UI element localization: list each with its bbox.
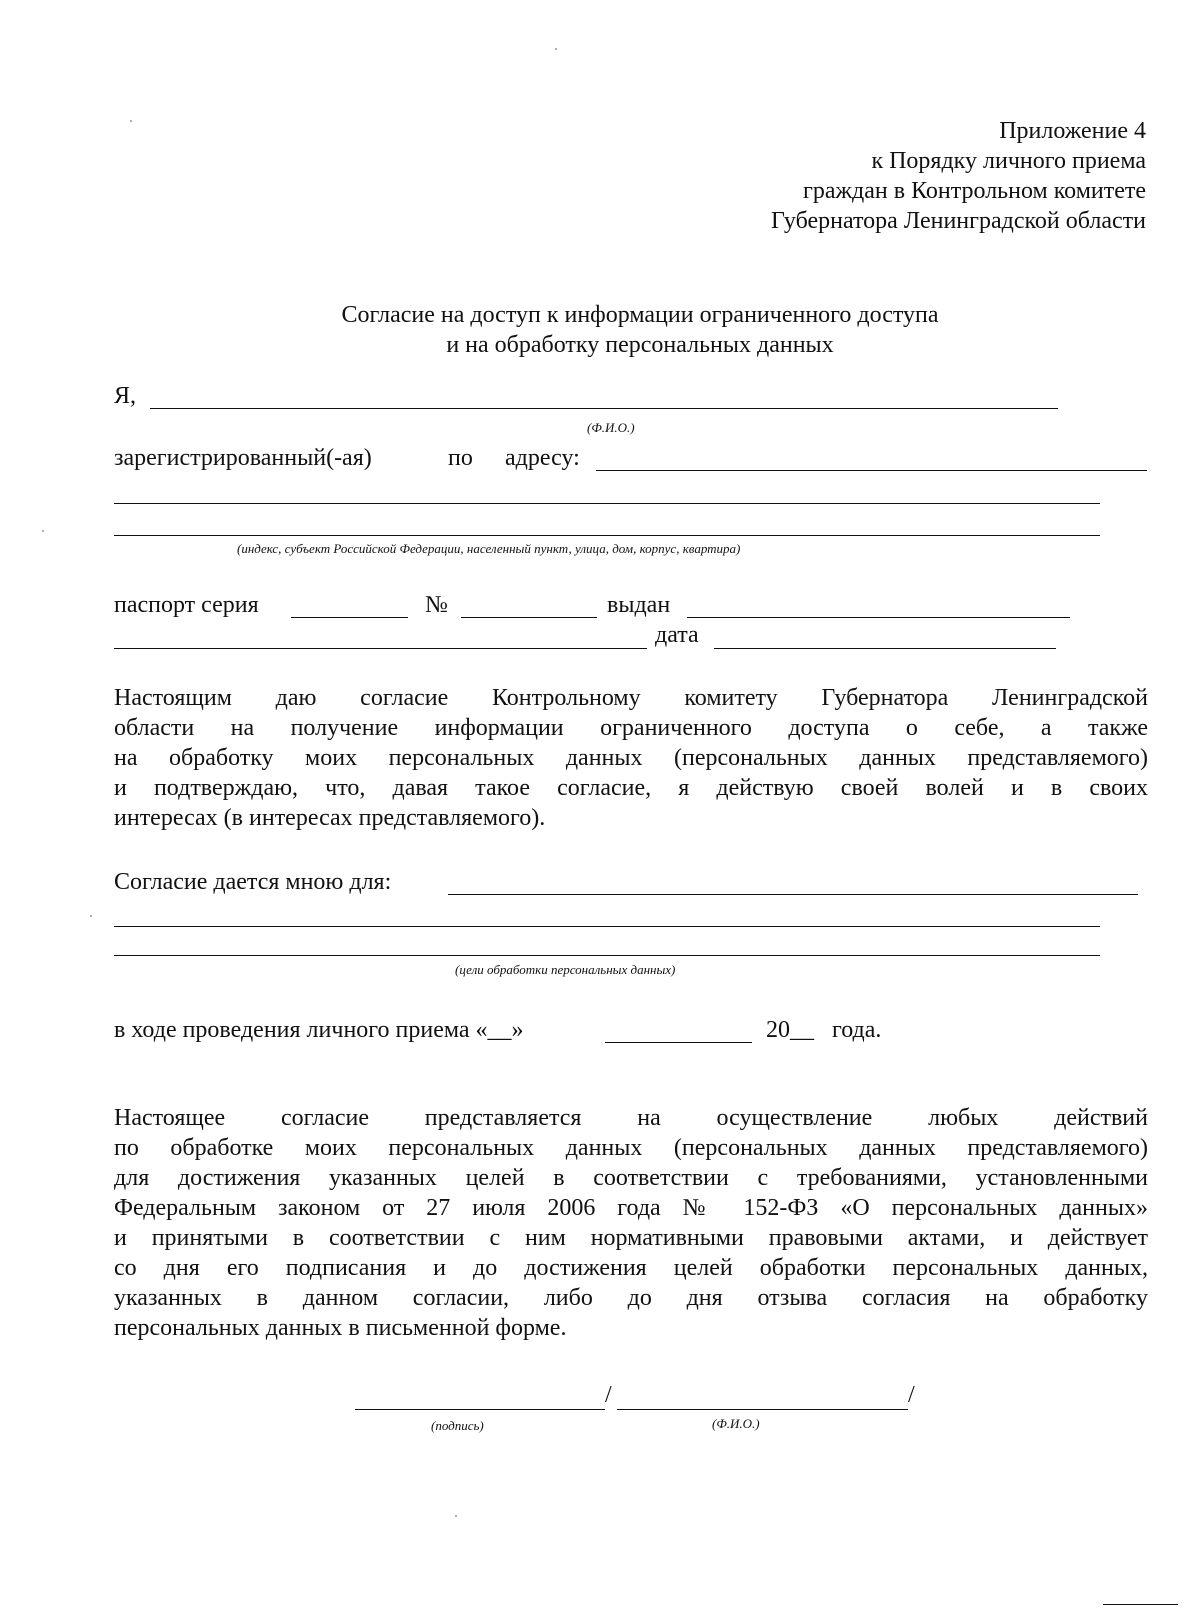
scan-speck xyxy=(42,530,44,532)
final-line-5: и принятыми в соответствии с ним нормативными правовыми актами, и действует xyxy=(114,1225,1148,1251)
consent-line-3: на обработку моих персональных данных (персональных данных представляемого) xyxy=(114,745,1148,771)
consent-line-1: Настоящим даю согласие Контрольному комитету Губернатора Ленинградской xyxy=(114,685,1148,711)
purpose-hint: (цели обработки персональных данных) xyxy=(455,962,676,977)
consent-line-2: области на получение информации ограниченного доступа о себе, а также xyxy=(114,715,1148,741)
address-label-po: по xyxy=(448,445,473,471)
address-hint: (индекс, субъект Российской Федерации, населенный пункт, улица, дом, корпус, квартира) xyxy=(237,541,741,556)
final-line-4: Федеральным законом от 27 июля 2006 года № 152-ФЗ «О персональных данных» xyxy=(114,1195,1148,1221)
final-line-6: со дня его подписания и до достижения целей обработки персональных данных, xyxy=(114,1255,1148,1281)
purpose-label: Согласие дается мною для: xyxy=(114,869,392,895)
signature-field[interactable] xyxy=(355,1409,605,1410)
signature-fio-field[interactable] xyxy=(617,1409,908,1410)
signature-slash-2: / xyxy=(908,1382,915,1408)
reception-day-field[interactable]: __ xyxy=(487,1017,512,1043)
issued-field-line-2[interactable] xyxy=(114,648,647,649)
final-paragraph xyxy=(114,1103,1148,1343)
scan-edge-mark xyxy=(1103,1604,1178,1605)
signature-hint: (подпись) xyxy=(431,1418,484,1433)
passport-series-label: паспорт серия xyxy=(114,592,259,618)
reception-year-prefix: 20 xyxy=(766,1017,790,1043)
reception-date-line xyxy=(114,1015,524,1045)
signature-slash-1: / xyxy=(605,1382,612,1408)
issued-label: выдан xyxy=(607,592,671,618)
scan-speck xyxy=(90,915,92,917)
date-label: дата xyxy=(655,622,699,648)
appendix-line-3: граждан в Контрольном комитете xyxy=(802,178,1146,204)
consent-paragraph xyxy=(114,683,1148,833)
purpose-field-line-2[interactable] xyxy=(114,926,1100,927)
title-line-2: и на обработку персональных данных xyxy=(446,332,834,358)
passport-series-field[interactable] xyxy=(291,617,408,618)
reception-year xyxy=(766,1015,814,1045)
issue-date-field[interactable] xyxy=(714,648,1056,649)
scan-speck xyxy=(555,48,557,50)
address-field-line-1[interactable] xyxy=(596,470,1147,471)
final-line-2: по обработке моих персональных данных (персональных данных представляемого) xyxy=(114,1135,1148,1161)
signature-fio-hint: (Ф.И.О.) xyxy=(712,1416,760,1431)
scan-speck xyxy=(455,1515,457,1517)
scan-speck xyxy=(130,120,132,122)
address-field-line-2[interactable] xyxy=(114,503,1100,504)
address-field-line-3[interactable] xyxy=(114,535,1100,536)
consent-line-4: и подтверждаю, что, давая такое согласие, я действую своей волей и в своих xyxy=(114,775,1148,801)
address-label-registered: зарегистрированный(-ая) xyxy=(114,445,372,471)
appendix-line-2: к Порядку личного приема xyxy=(871,148,1146,174)
purpose-field-line-3[interactable] xyxy=(114,955,1100,956)
title-line-1: Согласие на доступ к информации ограниченного доступа xyxy=(341,302,939,328)
reception-close-quote: » xyxy=(511,1017,524,1043)
reception-month-field[interactable] xyxy=(605,1042,752,1043)
appendix-line-4: Губернатора Ленинградской области xyxy=(770,208,1146,234)
address-label-address: адресу: xyxy=(505,445,580,471)
passport-number-label: № xyxy=(425,592,448,618)
appendix-line-1: Приложение 4 xyxy=(999,118,1146,144)
purpose-field-line-1[interactable] xyxy=(448,894,1138,895)
fio-hint: (Ф.И.О.) xyxy=(587,420,635,435)
passport-number-field[interactable] xyxy=(461,617,597,618)
final-line-8: персональных данных в письменной форме. xyxy=(114,1315,567,1341)
reception-prefix: в ходе проведения личного приема « xyxy=(114,1017,488,1043)
final-line-7: указанных в данном согласии, либо до дня отзыва согласия на обработку xyxy=(114,1285,1148,1311)
document-title xyxy=(0,300,1200,360)
final-line-1: Настоящее согласие представляется на осуществление любых действий xyxy=(114,1105,1148,1131)
issued-field[interactable] xyxy=(687,617,1070,618)
ya-label: Я, xyxy=(114,383,137,409)
consent-line-5: интересах (в интересах представляемого). xyxy=(114,805,546,831)
reception-suffix: года. xyxy=(832,1017,882,1043)
reception-year-field[interactable]: __ xyxy=(790,1017,814,1043)
final-line-3: для достижения указанных целей в соответствии с требованиями, установленными xyxy=(114,1165,1148,1191)
fio-field[interactable] xyxy=(150,408,1058,409)
appendix-header xyxy=(771,116,1146,236)
